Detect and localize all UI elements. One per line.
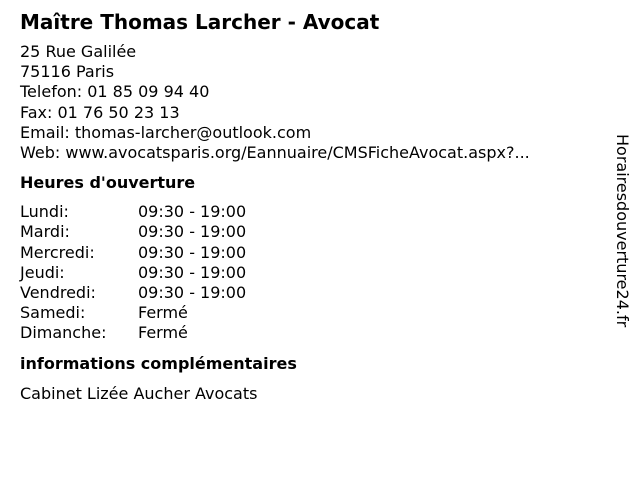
day-hours: 09:30 - 19:00 xyxy=(138,202,247,222)
day-hours: 09:30 - 19:00 xyxy=(138,283,247,303)
street-address: 25 Rue Galilée xyxy=(20,42,137,61)
hours-row-saturday xyxy=(20,303,600,323)
info-heading: informations complémentaires xyxy=(20,353,297,373)
day-hours: Fermé xyxy=(138,323,188,343)
business-card xyxy=(20,9,600,404)
day-label: Vendredi: xyxy=(20,283,96,303)
day-hours: 09:30 - 19:00 xyxy=(138,222,247,242)
day-label: Mardi: xyxy=(20,222,70,242)
day-hours: 09:30 - 19:00 xyxy=(138,242,247,262)
day-label: Mercredi: xyxy=(20,242,95,262)
hours-heading: Heures d'ouverture xyxy=(20,173,196,193)
day-hours: 09:30 - 19:00 xyxy=(138,262,247,282)
day-hours: Fermé xyxy=(138,303,188,323)
website: Web: www.avocatsparis.org/Eannuaire/CMSFicheAvocat.aspx?... xyxy=(20,143,530,163)
hours-row-thursday xyxy=(20,263,600,283)
business-title: Maître Thomas Larcher - Avocat xyxy=(20,10,380,34)
hours-row-friday xyxy=(20,283,600,303)
day-label: Jeudi: xyxy=(20,262,65,282)
hours-row-tuesday xyxy=(20,222,600,242)
hours-row-monday xyxy=(20,202,600,222)
hours-row-sunday xyxy=(20,323,600,343)
side-watermark: Horairesdouverture24.fr xyxy=(613,134,632,328)
fax: Fax: 01 76 50 23 13 xyxy=(20,102,180,122)
hours-row-wednesday xyxy=(20,243,600,263)
day-label: Samedi: xyxy=(20,303,86,323)
contact-block xyxy=(20,42,600,163)
info-text: Cabinet Lizée Aucher Avocats xyxy=(20,383,258,403)
day-label: Dimanche: xyxy=(20,323,107,343)
city: 75116 Paris xyxy=(20,62,115,82)
hours-table xyxy=(20,202,600,343)
email: Email: thomas-larcher@outlook.com xyxy=(20,122,312,142)
phone: Telefon: 01 85 09 94 40 xyxy=(20,82,210,102)
day-label: Lundi: xyxy=(20,202,69,222)
